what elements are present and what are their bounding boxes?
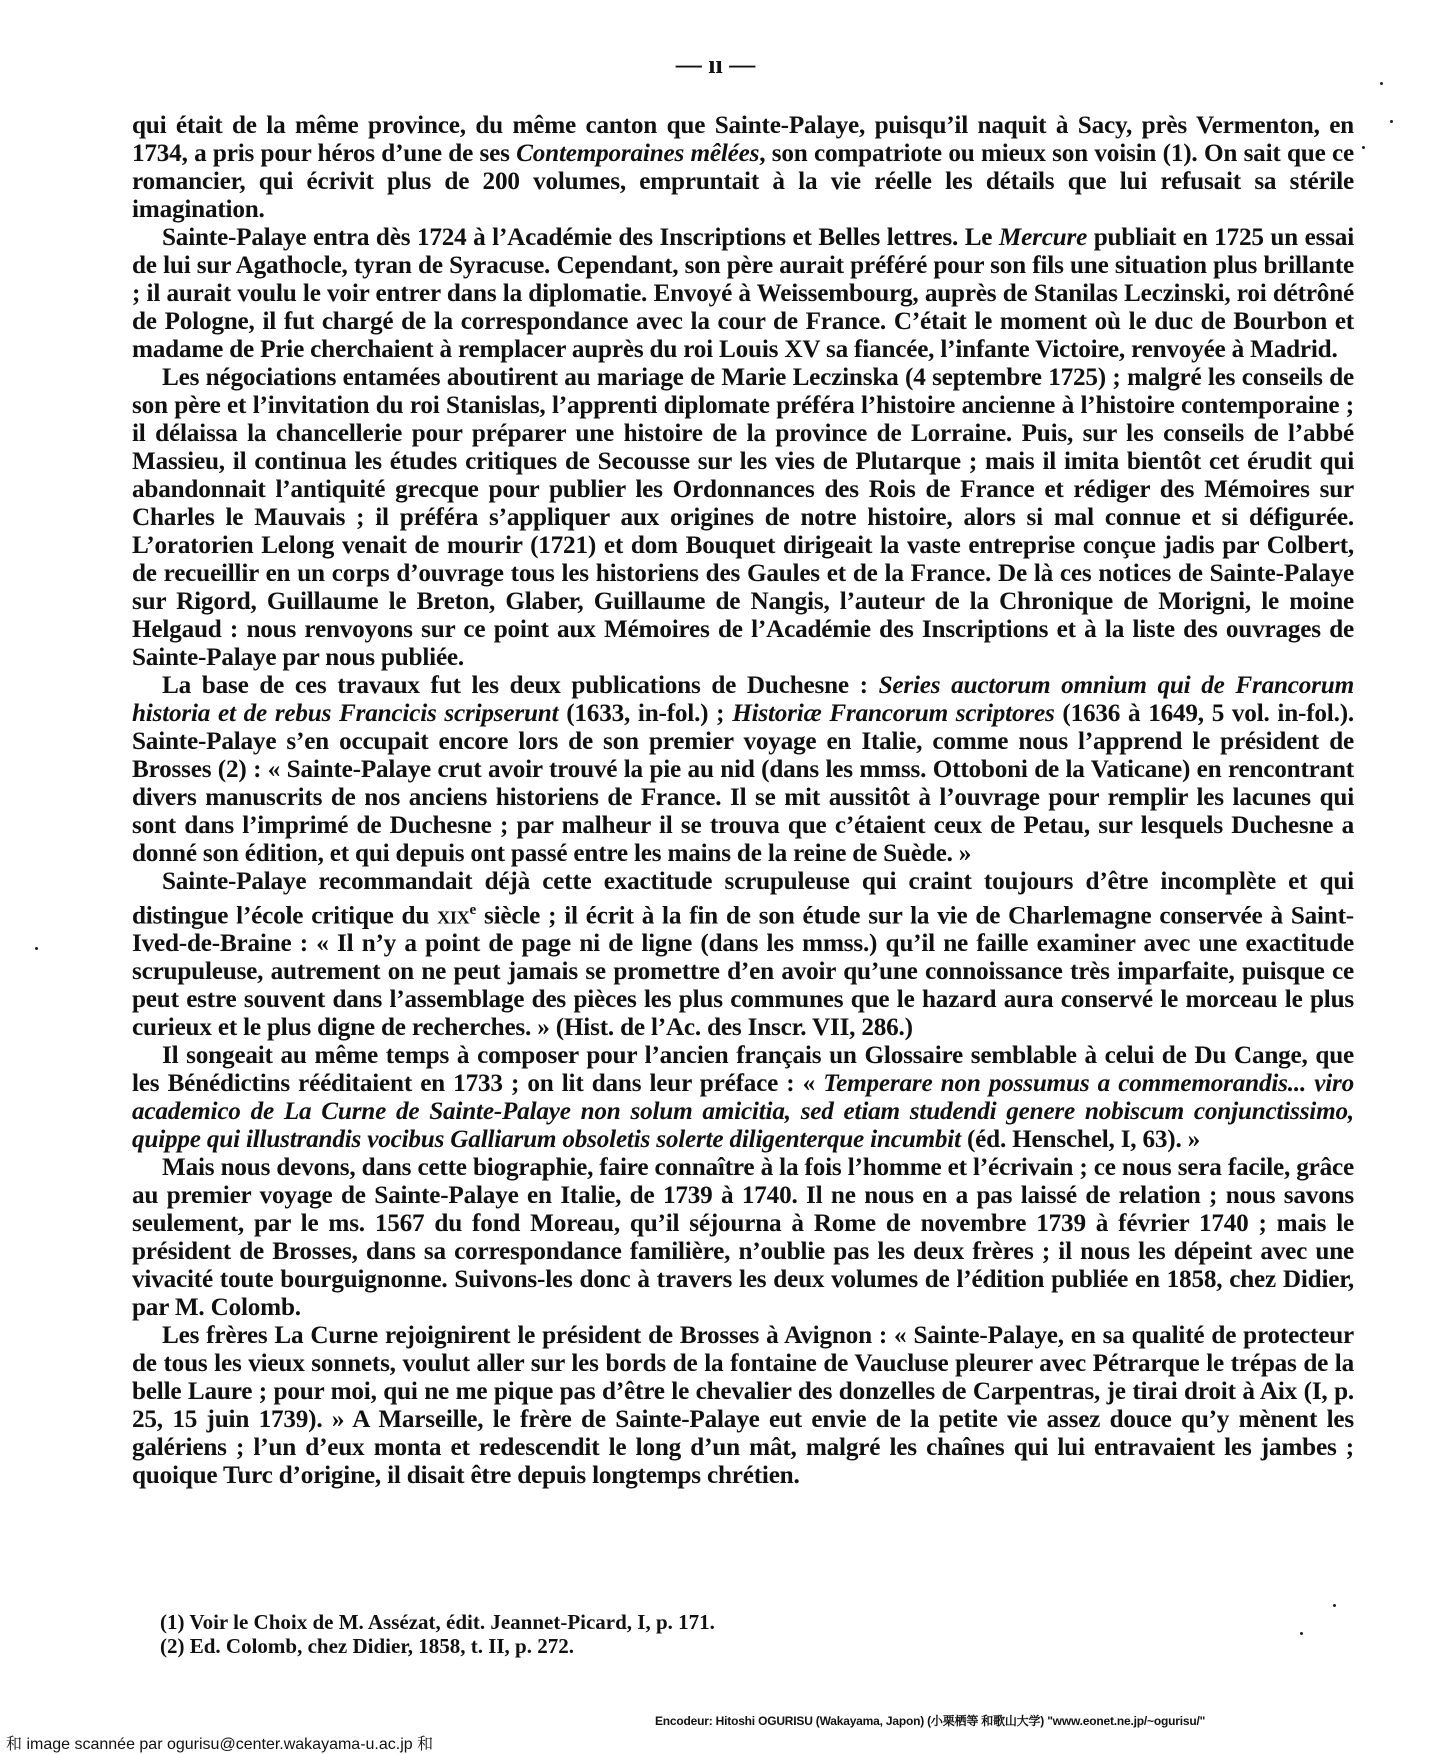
paragraph-7: Mais nous devons, dans cette biographie, faire connaître à la fois l’homme et l’écrivain ; ce nous sera facile, grâce au premier voyage de Sainte-Palaye en Italie, de 1739 à 1740. Il ne nous en a pas laissé de relation ; nous savons seulement, par le ms. 1567 du fond Moreau, qu’il séjourna à Rome de novembre 1739 à février 1740 ; mais le président de Brosses, dans sa correspondance familière, n’oublie pas les deux frères ; il nous les dépeint avec une vivacité toute bourguignonne. Suivons-les donc à travers les deux volumes de l’édition publiée en 1858, chez Didier, par M. Colomb. xyxy=(132,1154,1354,1322)
encoder-credit: Encodeur: Hitoshi OGURISU (Wakayama, Japon) (小栗栖等 和歌山大学) "www.eonet.ne.jp/~ogurisu/" xyxy=(655,1714,1206,1728)
paragraph-3: Les négociations entamées aboutirent au mariage de Marie Leczinska (4 septembre 1725) ; malgré les conseils de son père et l’invitation du roi Stanislas, l’apprenti diplomate préféra l’histoire ancienne à l’histoire contemporaine ; il délaissa la chancellerie pour préparer une histoire de la province de Lorraine. Puis, sur les conseils de l’abbé Massieu, il continua les études critiques de Secousse sur les vies de Plutarque ; mais il imita bientôt cet érudit qui abandonnait l’antiquité grecque pour publier les Ordonnances des Rois de France et rédiger des Mémoires sur Charles le Mauvais ; il préféra s’appliquer aux origines de notre histoire, alors si mal connue et si défigurée. L’oratorien Lelong venait de mourir (1721) et dom Bouquet dirigeait la vaste entreprise conçue jadis par Colbert, de recueillir en un corps d’ouvrage tous les historiens des Gaules et de la France. De là ces notices de Sainte-Palaye sur Rigord, Guillaume le Breton, Glaber, Guillaume de Nangis, l’auteur de la Chronique de Morigni, le moine Helgaud : nous renvoyons sur ce point aux Mémoires de l’Académie des Inscriptions et à la liste des ouvrages de Sainte-Palaye par nous publiée. xyxy=(132,364,1354,671)
scan-speck xyxy=(1390,120,1393,123)
footnote-1: (1) Voir le Choix de M. Assézat, édit. Jeannet-Picard, I, p. 171. xyxy=(160,1610,715,1634)
paragraph-1: qui était de la même province, du même canton que Sainte-Palaye, puisqu’il naquit à Sacy, près Vermenton, en 1734, a pris pour héros d’une de ses Contemporaines mêlées, son compatriote ou mieux son voisin (1). On sait que ce romancier, qui écrivit plus de 200 volumes, empruntait à la vie réelle les détails que lui refusait sa stérile imagination. xyxy=(132,112,1354,223)
scan-speck xyxy=(1380,82,1383,85)
paragraph-4: La base de ces travaux fut les deux publications de Duchesne : Series auctorum omnium qui de Francorum historia et de rebus Francicis scripserunt (1633, in-fol.) ; Historiæ Francorum scriptores (1636 à 1649, 5 vol. in-fol.). Sainte-Palaye s’en occupait encore lors de son premier voyage en Italie, comme nous l’apprend le président de Brosses (2) : « Sainte-Palaye crut avoir trouvé la pie au nid (dans les mmss. Ottoboni de la Vaticane) en rencontrant divers manuscrits de nos anciens historiens de France. Il se mit aussitôt à l’ouvrage pour remplir les lacunes qui sont dans l’imprimé de Duchesne ; par malheur il se trouva que c’étaient ceux de Petau, sur lesquels Duchesne a donné son édition, et qui depuis ont passé entre les mains de la reine de Suède. » xyxy=(132,672,1354,867)
footnotes xyxy=(160,1610,1160,1658)
scan-speck xyxy=(35,947,38,950)
paragraph-8: Les frères La Curne rejoignirent le président de Brosses à Avignon : « Sainte-Palaye, en sa qualité de protecteur de tous les vieux sonnets, voulut aller sur les bords de la fontaine de Vaucluse pleurer avec Pétrarque le trépas de la belle Laure ; pour moi, qui ne me pique pas d’être le chevalier des donzelles de Carpentras, je tirai droit à Aix (I, p. 25, 15 juin 1739). » A Marseille, le frère de Sainte-Palaye eut envie de la petite vie assez douce qu’y mènent les galériens ; l’un d’eux monta et redescendit le long d’un mât, malgré les chaînes qui lui entravaient les jambes ; quoique Turc d’origine, il disait être depuis longtemps chrétien. xyxy=(132,1322,1354,1490)
footnote-2: (2) Ed. Colomb, chez Didier, 1858, t. II, p. 272. xyxy=(160,1634,574,1658)
scan-note: 和 image scannée par ogurisu@center.wakayama-u.ac.jp 和 xyxy=(6,1736,434,1753)
paragraph-5: Sainte-Palaye recommandait déjà cette exactitude scrupuleuse qui craint toujours d’être incomplète et qui distingue l’école critique du xix$^e$ siècle ; il écrit à la fin de son étude sur la vie de Charlemagne conservée à Saint-Ived-de-Braine : « Il n’y a point de page ni de ligne (dans les mmss.) qu’il ne faille examiner avec une exactitude scrupuleuse, autrement on ne peut jamais se promettre d’en avoir qu’une connoissance très imparfaite, puisque ce peut estre souvent dans l’assemblage des pièces les plus communes que le hazard aura conservé le morceau le plus curieux et le plus digne de recherches. » (Hist. de l’Ac. des Inscr. VII, 286.) xyxy=(132,868,1354,1042)
scan-speck xyxy=(1362,146,1365,149)
page-number: — ıı — xyxy=(675,50,756,79)
paragraph-6: Il songeait au même temps à composer pour l’ancien français un Glossaire semblable à celui de Du Cange, que les Bénédictins rééditaient en 1733 ; on lit dans leur préface : « Temperare non possumus a commemorandis... viro academico de La Curne de Sainte-Palaye non solum amicitia, sed etiam studendi genere nobiscum conjunctissimo, quippe qui illustrandis vocibus Galliarum obsoletis solerte diligenterque incumbit (éd. Henschel, I, 63). » xyxy=(132,1042,1355,1154)
scan-speck xyxy=(1333,1604,1336,1607)
scan-speck xyxy=(1300,1632,1303,1635)
main-text xyxy=(132,112,1354,1490)
paragraph-2: Sainte-Palaye entra dès 1724 à l’Académie des Inscriptions et Belles lettres. Le Mercure publiait en 1725 un essai de lui sur Agathocle, tyran de Syracuse. Cependant, son père aurait préféré pour son fils une situation plus brillante ; il aurait voulu le voir entrer dans la diplomatie. Envoyé à Weissembourg, auprès de Stanilas Leczinski, roi détrôné de Pologne, il fut chargé de la correspondance avec la cour de France. C’était le moment où le duc de Bourbon et madame de Prie cherchaient à remplacer auprès du roi Louis XV sa fiancée, l’infante Victoire, renvoyée à Madrid. xyxy=(132,224,1354,363)
